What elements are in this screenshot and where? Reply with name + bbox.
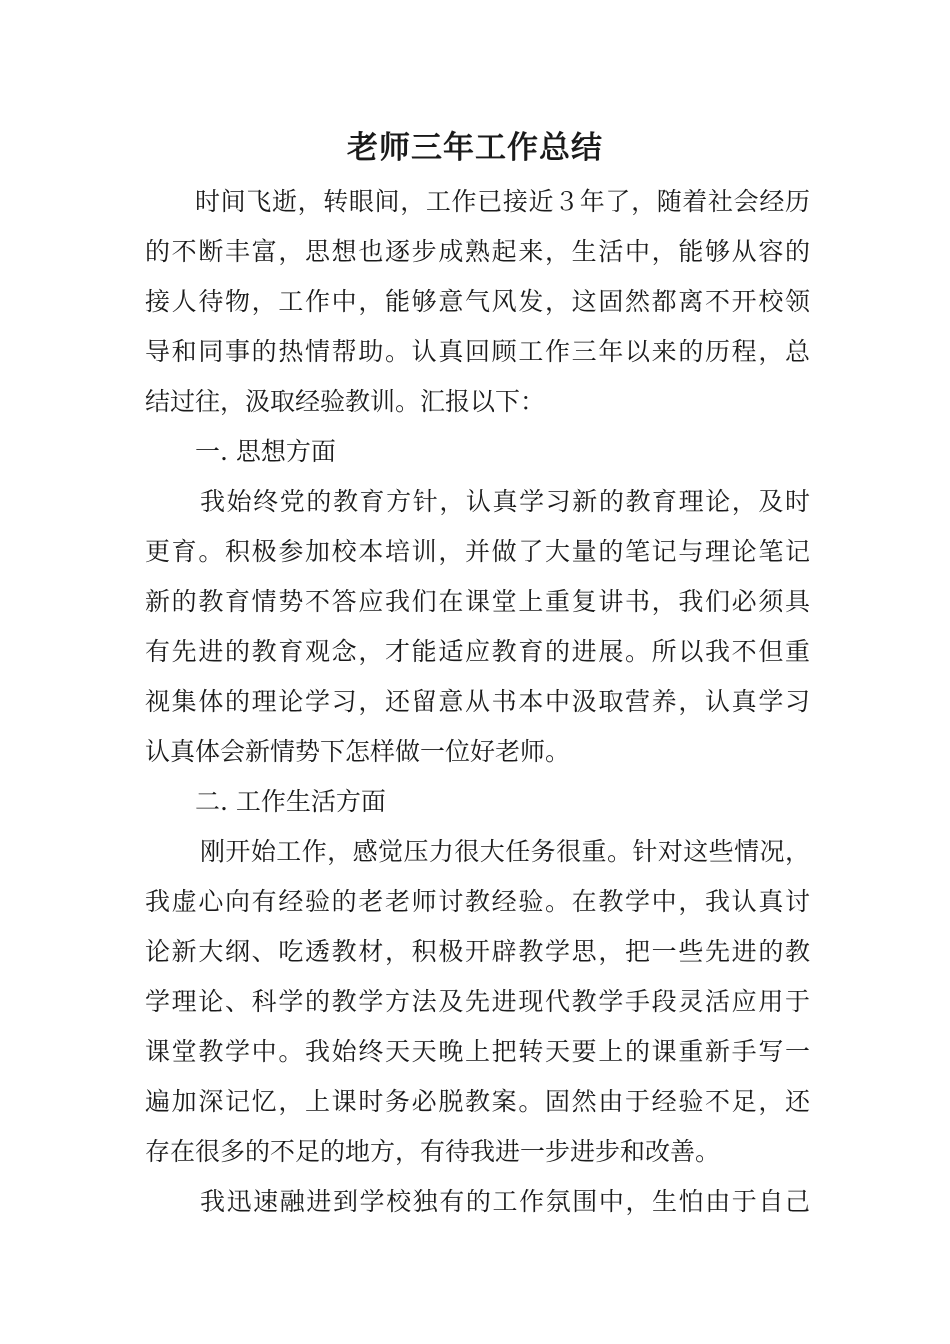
paragraph-line: 的不断丰富，思想也逐步成熟起来，生活中，能够从容的 <box>145 237 810 266</box>
paragraph-line: 课堂教学中。我始终天天晚上把转天要上的课重新手写一 <box>145 1037 810 1066</box>
paragraph-line: 学理论、科学的教学方法及先进现代教学手段灵活应用于 <box>145 987 810 1016</box>
paragraph-line: 时间飞逝，转眼间，工作已接近３年了，随着社会经历 <box>195 187 810 216</box>
document-title: 老师三年工作总结 <box>347 130 603 166</box>
section-heading: 一. 思想方面 <box>195 437 336 466</box>
paragraph-line: 更育。积极参加校本培训，并做了大量的笔记与理论笔记 <box>145 537 810 566</box>
paragraph-line: 有先进的教育观念，才能适应教育的进展。所以我不但重 <box>145 637 810 666</box>
paragraph-line: 结过往，汲取经验教训。汇报以下： <box>145 387 546 416</box>
paragraph-line: 刚开始工作，感觉压力很大任务很重。针对这些情况， <box>200 837 810 866</box>
section-heading: 二. 工作生活方面 <box>195 787 386 816</box>
paragraph-line: 视集体的理论学习，还留意从书本中汲取营养，认真学习 <box>145 687 810 716</box>
document-body <box>145 177 810 1227</box>
paragraph-line: 存在很多的不足的地方，有待我进一步进步和改善。 <box>145 1137 721 1166</box>
paragraph-line: 我虚心向有经验的老老师讨教经验。在教学中，我认真讨 <box>145 887 810 916</box>
paragraph-line: 新的教育情势不答应我们在课堂上重复讲书，我们必须具 <box>145 587 810 616</box>
paragraph-line: 我始终党的教育方针，认真学习新的教育理论，及时 <box>200 487 810 516</box>
paragraph-line: 认真体会新情势下怎样做一位好老师。 <box>145 737 571 766</box>
paragraph-line: 遍加深记忆，上课时务必脱教案。固然由于经验不足，还 <box>145 1087 810 1116</box>
paragraph-line: 论新大纲、吃透教材，积极开辟教学思，把一些先进的教 <box>145 937 810 966</box>
paragraph-line: 导和同事的热情帮助。认真回顾工作三年以来的历程，总 <box>145 337 810 366</box>
paragraph-line: 我迅速融进到学校独有的工作氛围中，生怕由于自己 <box>200 1187 810 1216</box>
paragraph-line: 接人待物，工作中，能够意气风发，这固然都离不开校领 <box>145 287 810 316</box>
